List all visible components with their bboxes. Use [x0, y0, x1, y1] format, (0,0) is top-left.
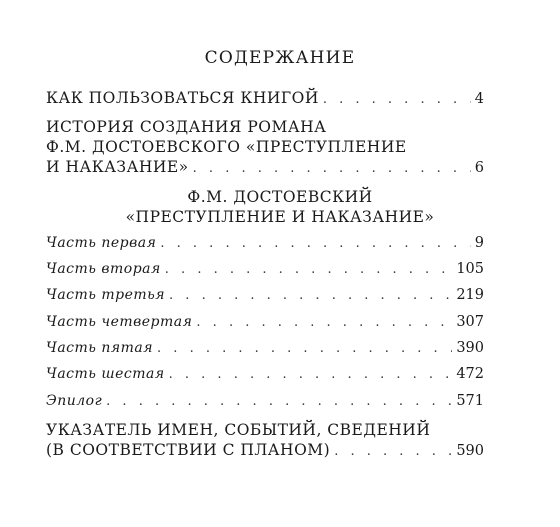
- toc-row: [46, 441, 484, 463]
- page-number: 390: [456, 340, 484, 356]
- dot-leader: [334, 444, 452, 459]
- toc-row: [46, 89, 484, 111]
- toc-entry-part-2[interactable]: [46, 261, 484, 283]
- dot-leader: [157, 341, 452, 356]
- toc-entry-line: УКАЗАТЕЛЬ ИМЕН, СОБЫТИЙ, СВЕДЕНИЙ: [46, 421, 431, 439]
- page-number: 9: [474, 235, 484, 251]
- toc-entry-label: Часть первая: [46, 235, 157, 251]
- page-number: 590: [456, 443, 484, 459]
- toc-entry-label: Часть вторая: [46, 261, 161, 277]
- dot-leader: [169, 367, 453, 382]
- toc-entry-label: Часть шестая: [46, 366, 165, 382]
- section-heading-work: «ПРЕСТУПЛЕНИЕ И НАКАЗАНИЕ»: [125, 208, 435, 226]
- toc-row: [46, 235, 484, 257]
- page-number: 105: [456, 261, 484, 277]
- toc-entry-label: Часть пятая: [46, 340, 154, 356]
- page-number: 219: [456, 287, 484, 303]
- page-number: 571: [456, 393, 484, 409]
- toc-entry-label: Эпилог: [46, 393, 103, 409]
- toc-entry-index[interactable]: [46, 421, 484, 463]
- toc-entry-label: Часть третья: [46, 287, 166, 303]
- toc-entry-part-1[interactable]: [46, 235, 484, 257]
- toc-entry-label: КАК ПОЛЬЗОВАТЬСЯ КНИГОЙ: [46, 89, 319, 107]
- page-number: 472: [456, 366, 484, 382]
- page-title: СОДЕРЖАНИЕ: [204, 48, 356, 68]
- toc-entry-line: ИСТОРИЯ СОЗДАНИЯ РОМАНА: [46, 118, 327, 136]
- toc-row: [46, 314, 484, 336]
- toc-entry-label: (В СООТВЕТСТВИИ С ПЛАНОМ): [46, 441, 331, 459]
- toc-entry-part-5[interactable]: [46, 340, 484, 362]
- toc-entry-epilogue[interactable]: [46, 393, 484, 415]
- page-number: 4: [474, 91, 484, 107]
- dot-leader: [193, 161, 471, 176]
- dot-leader: [160, 236, 470, 251]
- toc-entry-history[interactable]: [46, 118, 484, 180]
- toc-entry-part-4[interactable]: [46, 314, 484, 336]
- toc-entry-line: Ф.М. ДОСТОЕВСКОГО «ПРЕСТУПЛЕНИЕ: [46, 138, 407, 156]
- toc-entry-part-6[interactable]: [46, 366, 484, 388]
- toc-row: [46, 366, 484, 388]
- toc-row: [46, 158, 484, 180]
- dot-leader: [323, 92, 471, 107]
- toc-row: [46, 393, 484, 415]
- dot-leader: [196, 315, 452, 330]
- dot-leader: [165, 262, 453, 277]
- page-number: 307: [456, 314, 484, 330]
- section-heading: [0, 187, 560, 227]
- section-heading-author: Ф.М. ДОСТОЕВСКИЙ: [187, 188, 373, 206]
- toc-entry-label: И НАКАЗАНИЕ»: [46, 158, 189, 176]
- page-number: 6: [474, 160, 484, 176]
- toc-entry-how-to-use[interactable]: [46, 89, 484, 111]
- toc-row: [46, 287, 484, 309]
- toc-row: [46, 340, 484, 362]
- toc-row: [46, 261, 484, 283]
- dot-leader: [169, 288, 452, 303]
- toc-entry-part-3[interactable]: [46, 287, 484, 309]
- toc-entry-label: Часть четвертая: [46, 314, 193, 330]
- dot-leader: [106, 394, 452, 409]
